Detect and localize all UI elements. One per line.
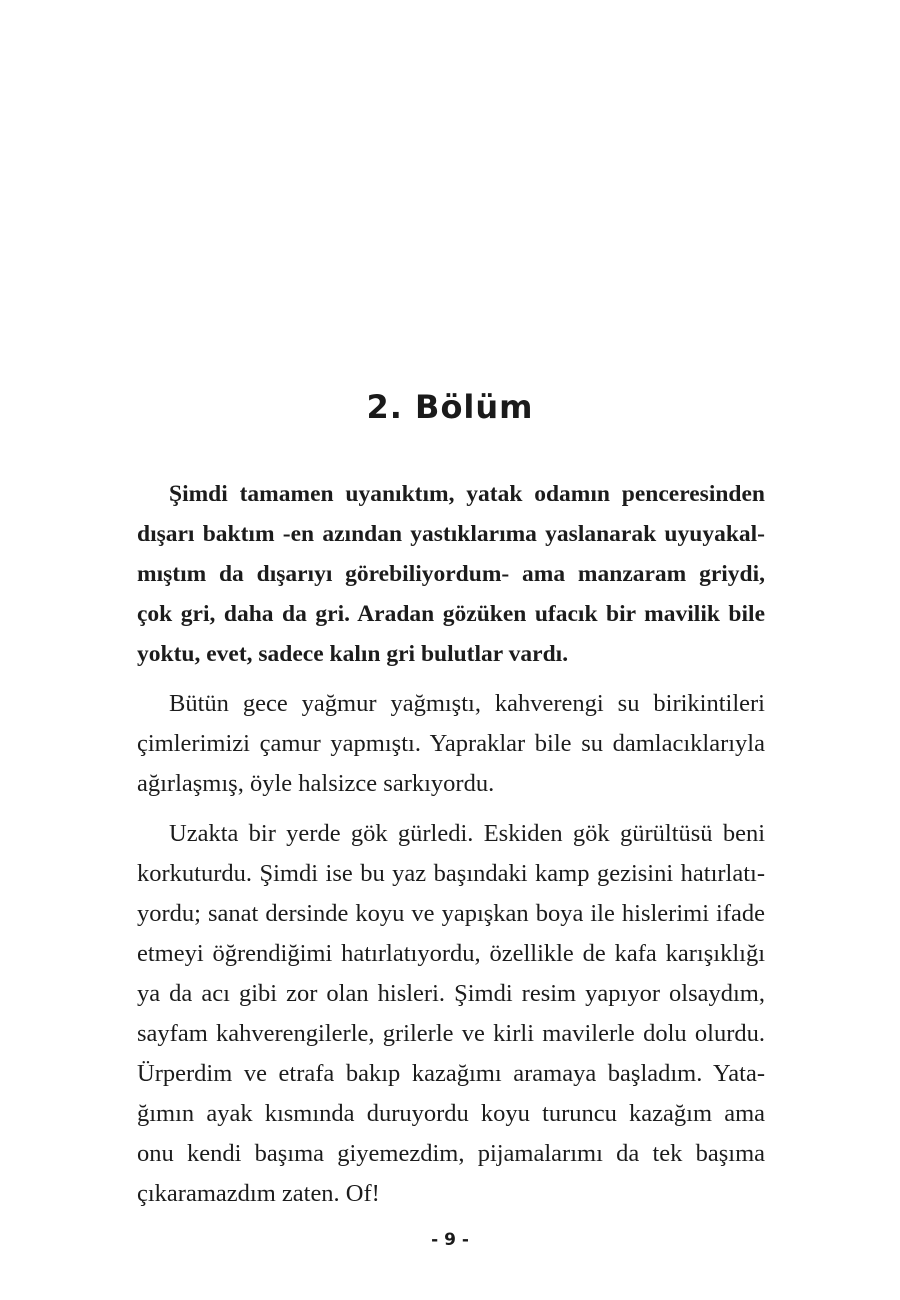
paragraph-3 [137,814,765,1214]
text-line: Bütün gece yağmur yağmıştı, kahverengi su birikintileri [169,690,765,717]
paragraph-2 [137,684,765,804]
chapter-body [137,474,765,1224]
text-line: etmeyi öğrendiğimi hatırlatıyordu, özellikle de kafa karışıklığı [137,940,765,967]
text-line: onu kendi başıma giyemezdim, pijamalarımı da tek başıma [137,1140,765,1167]
text-line: Ürperdim ve etrafa bakıp kazağımı aramaya başladım. Yata- [137,1060,765,1087]
text-line: mıştım da dışarıyı görebiliyordum- ama manzaram griydi, [137,561,765,587]
text-line: ya da acı gibi zor olan hisleri. Şimdi resim yapıyor olsaydım, [137,980,765,1007]
text-line: yordu; sanat dersinde koyu ve yapışkan boya ile hislerimi ifade [137,900,765,927]
text-line: sayfam kahverengilerle, grilerle ve kirli mavilerle dolu olurdu. [137,1020,765,1047]
text-line: çok gri, daha da gri. Aradan gözüken ufacık bir mavilik bile [137,601,765,627]
text-line: yoktu, evet, sadece kalın gri bulutlar vardı. [137,641,569,667]
text-line: ğımın ayak kısmında duruyordu koyu turuncu kazağım ama [137,1100,765,1127]
page-number: - 9 - [431,1230,469,1250]
text-line: korkuturdu. Şimdi ise bu yaz başındaki kamp gezisini hatırlatı- [137,860,765,887]
text-line: Şimdi tamamen uyanıktım, yatak odamın penceresinden [169,481,765,507]
text-line: ağırlaşmış, öyle halsizce sarkıyordu. [137,770,495,797]
text-line: dışarı baktım -en azından yastıklarıma yaslanarak uyuyakal- [137,521,765,547]
text-line: Uzakta bir yerde gök gürledi. Eskiden gök gürültüsü beni [169,820,765,847]
paragraph-1 [137,474,765,674]
chapter-title: 2. Bölüm [366,388,534,426]
text-line: çimlerimizi çamur yapmıştı. Yapraklar bile su damlacıklarıyla [137,730,765,757]
text-line: çıkaramazdım zaten. Of! [137,1180,380,1207]
